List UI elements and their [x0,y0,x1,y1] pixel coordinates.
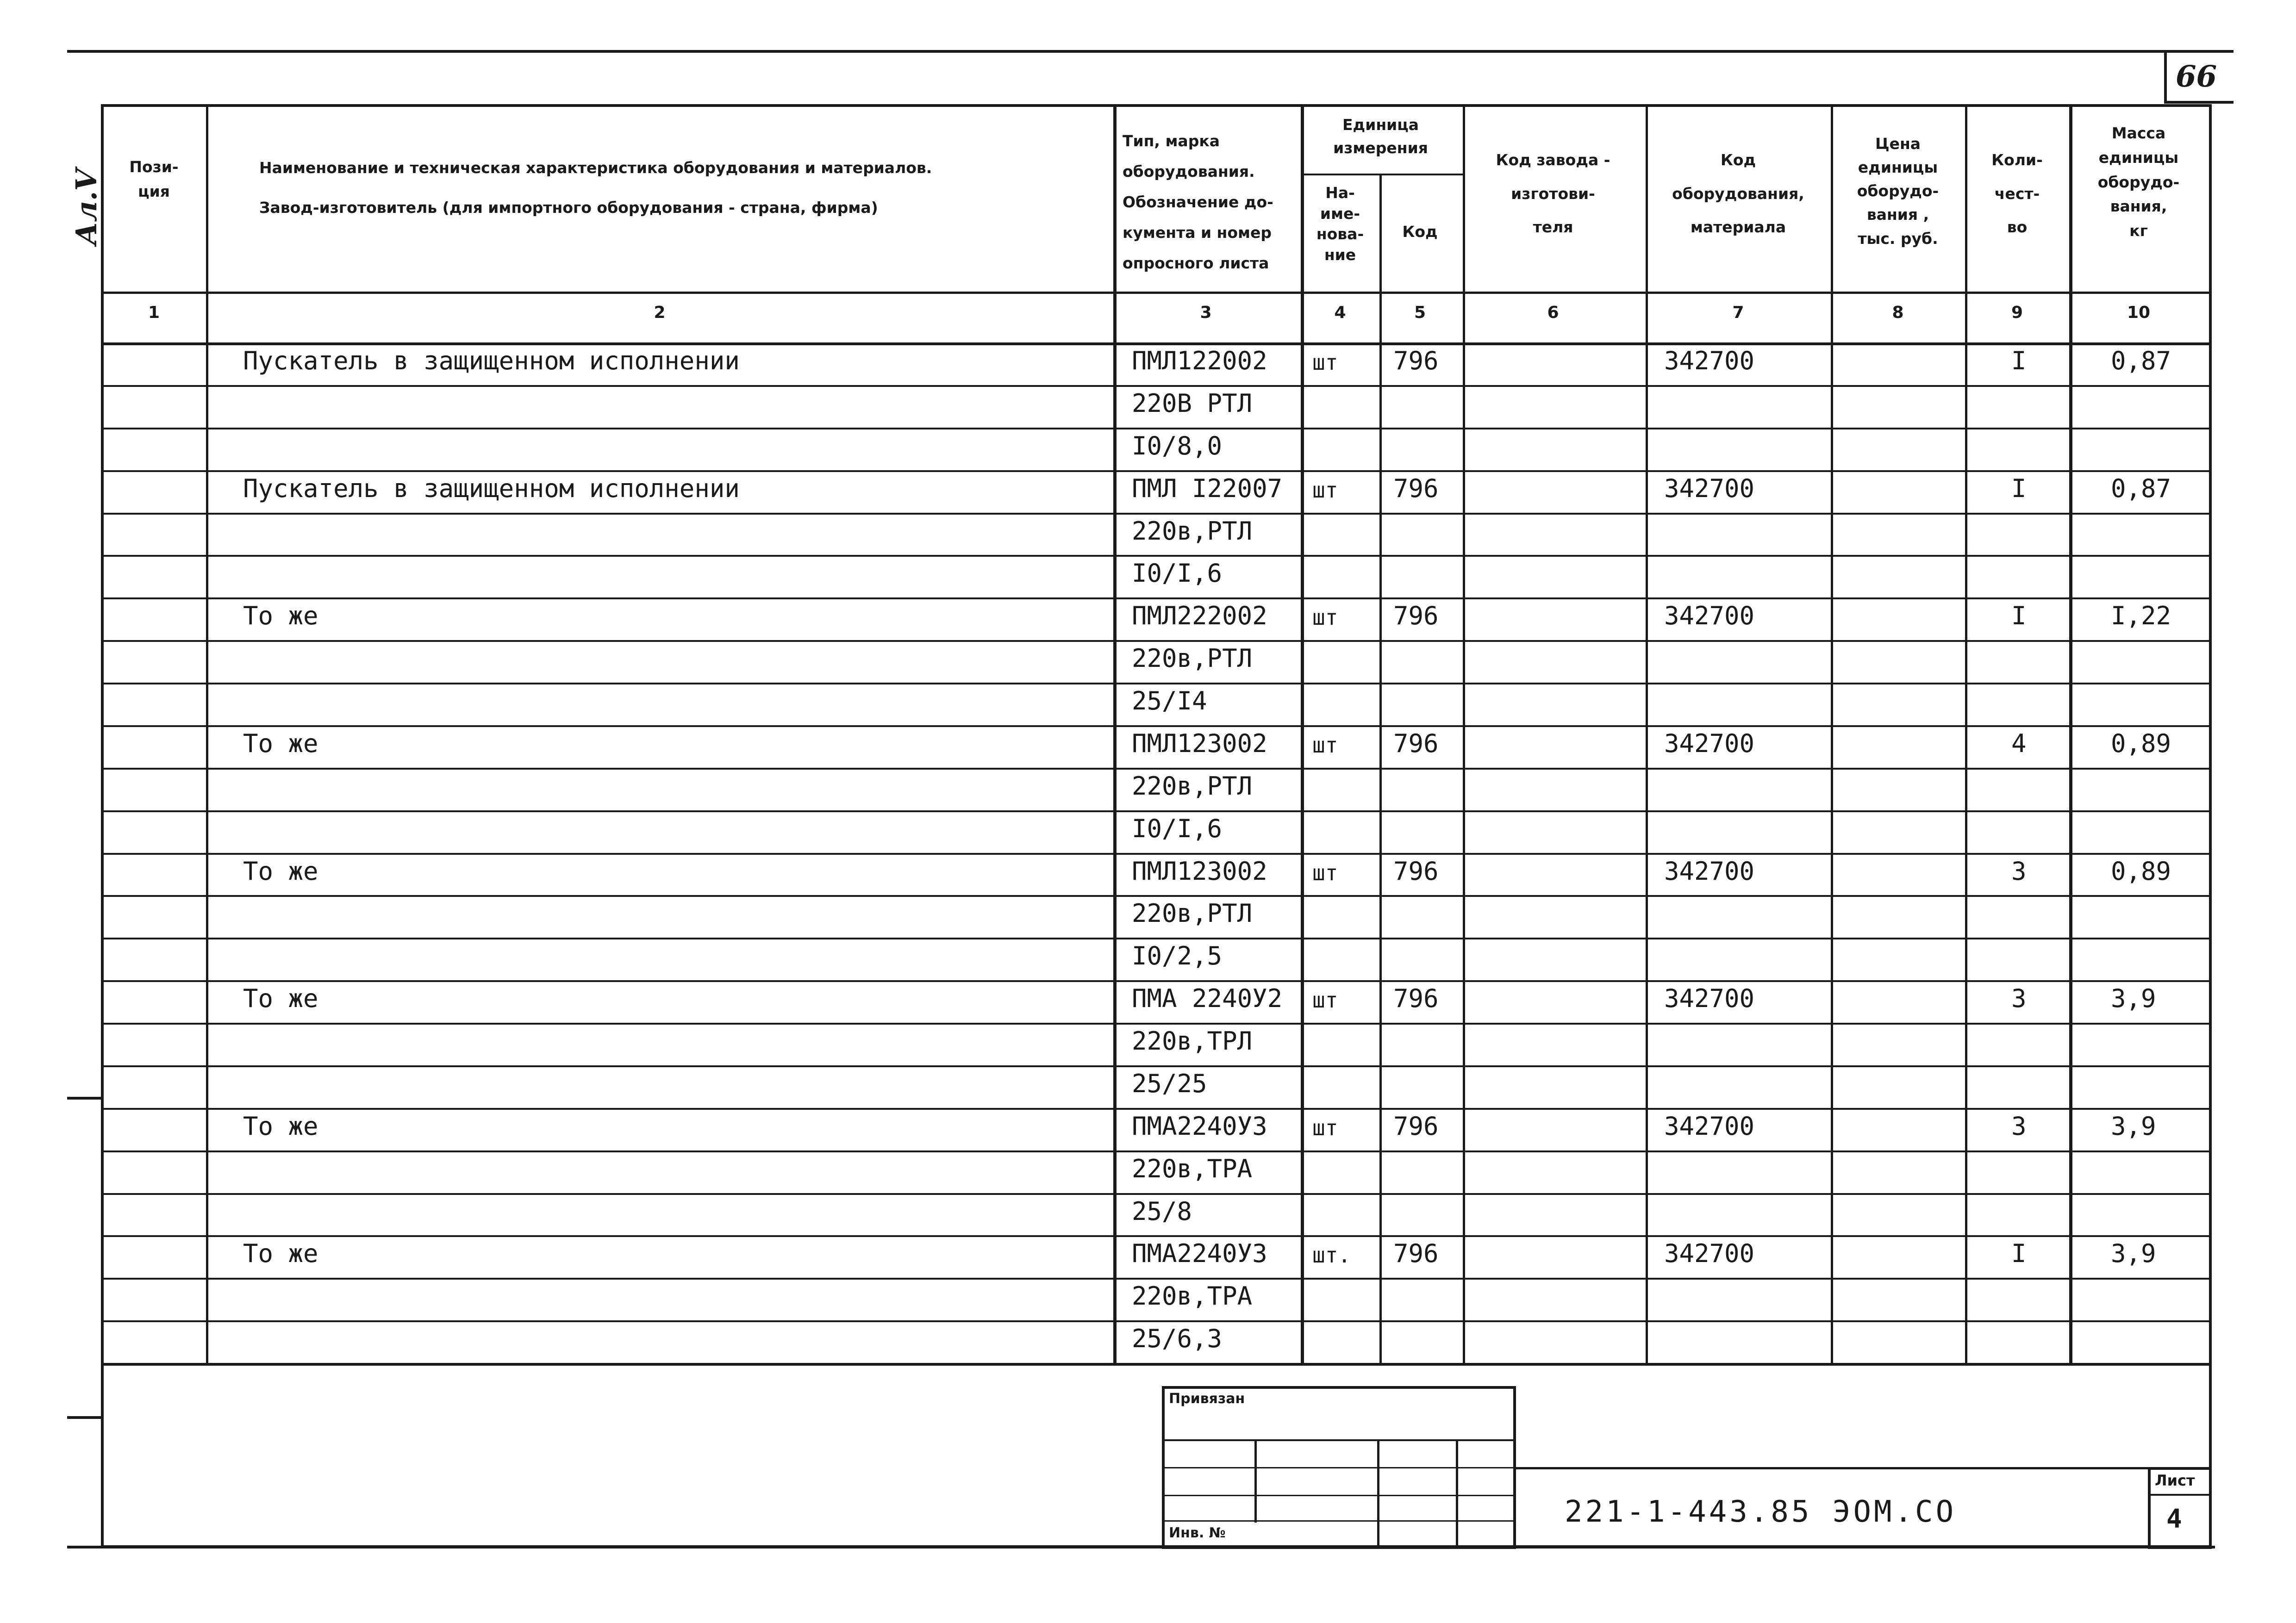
header-text: оборудования, [1672,184,1804,203]
header-text: оборудования. [1123,162,1255,180]
grid-line [101,1235,2212,1237]
item-name: Пускатель в защищенном исполнении [243,346,740,375]
grid-line [101,640,2212,642]
grid-line [101,470,2212,472]
item-unit-code: 796 [1393,728,1439,758]
col-number: 1 [148,303,160,322]
document-number: 221-1-443.85 ЭОМ.СО [1565,1495,1957,1529]
item-type-line: ПМЛ I22007 [1132,473,1283,503]
item-type-line: ПМЛ123002 [1132,728,1267,758]
header-text: Код [1720,151,1756,169]
stamp-line [1456,1439,1458,1548]
item-type-line: 25/6,3 [1132,1324,1223,1354]
sheet-label: Лист [2155,1472,2195,1489]
header-text: ция [138,182,170,200]
grid-line [101,513,2212,515]
header-text: оборудо- [2097,173,2180,191]
col-number: 3 [1200,303,1212,322]
header-text: изготови- [1511,184,1595,203]
item-equip-code: 342700 [1664,1239,1755,1269]
header-text: Масса [2111,124,2166,142]
item-type-line: ПМЛ222002 [1132,601,1267,631]
grid-line [101,1320,2212,1322]
col-number: 9 [2011,303,2023,322]
header-text: опросного листа [1123,254,1269,272]
header-text: име- [1320,204,1360,223]
item-type-line: I0/I,6 [1132,559,1223,588]
header-text: чест- [1994,184,2040,203]
item-type-line: ПМА2240У3 [1132,1111,1267,1141]
item-unit-code: 796 [1393,1111,1439,1141]
item-equip-code: 342700 [1664,1111,1755,1141]
grid-line [101,980,2212,982]
grid-line [101,725,2212,727]
item-name: То же [243,601,318,631]
item-type-line: I0/8,0 [1132,431,1223,460]
item-type-line: I0/I,6 [1132,814,1223,843]
grid-line [101,938,2212,939]
item-quantity: 3 [2011,984,2027,1014]
grid-line [101,342,2212,345]
item-equip-code: 342700 [1664,601,1755,631]
grid-line [101,1193,2212,1195]
grid-line [101,1150,2212,1152]
item-mass: 0,87 [2111,473,2171,503]
item-mass: 0,89 [2111,856,2171,886]
item-type-line: 220В РТЛ [1132,388,1253,418]
item-mass: 0,89 [2111,728,2171,758]
item-unit: шт [1312,860,1338,885]
item-type-line: 220в,ТРА [1132,1281,1253,1311]
item-type-line: 220в,РТЛ [1132,516,1253,546]
item-name: То же [243,856,318,886]
item-quantity: I [2011,601,2027,631]
header-unit-group [1301,113,1460,159]
item-name: То же [243,728,318,758]
header-text: Пози- [129,158,179,176]
col-number: 8 [1892,303,1904,322]
item-unit-code: 796 [1393,473,1439,503]
header-quantity [1965,143,2069,244]
header-text: единицы [2098,148,2179,167]
col-number: 6 [1547,303,1559,322]
grid-line [101,810,2212,812]
grid-line [101,428,2212,429]
header-text: во [2007,218,2028,236]
grid-line [101,768,2212,770]
grid-line [101,1065,2212,1067]
header-text: Завод-изготовитель (для импортного оборудования - страна, фирма) [259,198,878,217]
col-number: 2 [654,303,666,322]
header-mass [2069,121,2208,243]
header-text: нова- [1316,225,1364,243]
item-equip-code: 342700 [1664,473,1755,503]
item-unit: шт. [1312,1243,1351,1268]
grid-line [101,683,2212,684]
sheet-box-line [2148,1494,2212,1496]
stamp-line [1162,1495,1516,1496]
header-text: Коли- [1991,151,2043,169]
item-name: То же [243,1239,318,1269]
item-type-line: I0/2,5 [1132,941,1223,971]
side-tag: Ал.V [69,168,103,245]
header-text: единицы [1858,158,1938,177]
sheet-number: 4 [2166,1504,2182,1534]
sheet-corner-number: 66 [2176,59,2217,94]
stamp-line [1254,1439,1257,1523]
header-text: Единица [1342,116,1419,134]
header-text: Тип, марка [1123,132,1220,150]
header-text: вания, [2110,197,2167,216]
col-number: 7 [1732,303,1744,322]
item-unit: шт [1312,1115,1338,1140]
item-unit: шт [1312,477,1338,503]
header-text: На- [1325,184,1355,202]
item-mass: 3,9 [2111,984,2156,1014]
grid-line [1301,174,1463,175]
item-unit-code: 796 [1393,856,1439,886]
item-quantity: 4 [2011,728,2027,758]
grid-line [101,1108,2212,1110]
header-text: измерения [1333,138,1428,157]
item-quantity: I [2011,1239,2027,1269]
item-mass: 0,87 [2111,346,2171,375]
header-text: Цена [1875,135,1921,153]
item-unit: шт [1312,988,1338,1013]
col-number: 10 [2127,303,2151,322]
grid-line [101,1278,2212,1280]
grid-line [101,895,2212,897]
item-type-line: 25/8 [1132,1196,1192,1226]
item-name: То же [243,984,318,1014]
grid-line [101,1023,2212,1025]
item-type-line: 220в,ТРА [1132,1154,1253,1183]
header-description [259,148,1092,228]
item-mass: 3,9 [2111,1239,2156,1269]
item-unit: шт [1312,350,1338,375]
item-mass: I,22 [2111,601,2171,631]
header-text: материала [1690,218,1786,236]
header-price [1831,132,1965,250]
item-type-line: 220в,РТЛ [1132,644,1253,673]
item-quantity: I [2011,473,2027,503]
header-equip-code [1646,143,1831,244]
top-rule [67,50,2234,53]
stamp-line [1162,1467,1516,1468]
header-text: Обозначение до- [1123,193,1273,211]
item-equip-code: 342700 [1664,856,1755,886]
item-type-line: ПМА 2240У2 [1132,984,1283,1014]
header-text: Код завода - [1496,151,1610,169]
item-type-line: 220в,РТЛ [1132,771,1253,801]
header-text: теля [1533,218,1573,236]
grid-line [101,385,2212,387]
item-equip-code: 342700 [1664,984,1755,1014]
header-position [104,155,204,204]
margin-tick [67,1097,102,1100]
linked-label: Привязан [1169,1391,1245,1407]
grid-line [101,292,2212,294]
stamp-line [1162,1520,1516,1522]
stamp-line [1162,1439,1516,1441]
item-quantity: 3 [2011,856,2027,886]
item-unit-code: 796 [1393,984,1439,1014]
grid-line [101,853,2212,855]
margin-tick [67,1416,102,1419]
item-type-line: ПМА2240У3 [1132,1239,1267,1269]
item-name: Пускатель в защищенном исполнении [243,473,740,503]
item-name: То же [243,1111,318,1141]
item-equip-code: 342700 [1664,728,1755,758]
item-type-line: ПМЛ122002 [1132,346,1267,375]
grid-line [101,555,2212,557]
inventory-label: Инв. № [1169,1525,1226,1541]
header-text: кг [2129,222,2148,240]
item-unit: шт [1312,732,1338,758]
header-text: тыс. руб. [1858,229,1938,248]
item-equip-code: 342700 [1664,346,1755,375]
item-type-line: ПМЛ123002 [1132,856,1267,886]
item-quantity: I [2011,346,2027,375]
grid-line [101,597,2212,599]
col-number: 5 [1414,303,1426,322]
item-type-line: 25/25 [1132,1069,1207,1098]
item-unit-code: 796 [1393,601,1439,631]
header-plant-code [1463,143,1643,244]
header-type [1123,126,1303,279]
stamp-line [1377,1439,1379,1548]
item-quantity: 3 [2011,1111,2027,1141]
header-text: вания , [1866,205,1929,224]
item-type-line: 220в,РТЛ [1132,899,1253,928]
header-text: кумента и номер [1123,224,1272,242]
item-type-line: 25/I4 [1132,686,1207,715]
header-text: Наименование и техническая характеристика оборудования и материалов. [259,159,932,177]
item-mass: 3,9 [2111,1111,2156,1141]
title-block-line [1516,1467,2210,1469]
item-unit: шт [1312,605,1338,630]
header-unit-code: Код [1402,223,1438,241]
item-unit-code: 796 [1393,346,1439,375]
header-unit-name [1301,183,1379,265]
item-type-line: 220в,ТРЛ [1132,1026,1253,1056]
col-number: 4 [1334,303,1346,322]
item-unit-code: 796 [1393,1239,1439,1269]
grid-line [101,1363,2212,1366]
header-text: оборудо- [1857,182,1939,200]
header-text: ние [1324,245,1356,264]
